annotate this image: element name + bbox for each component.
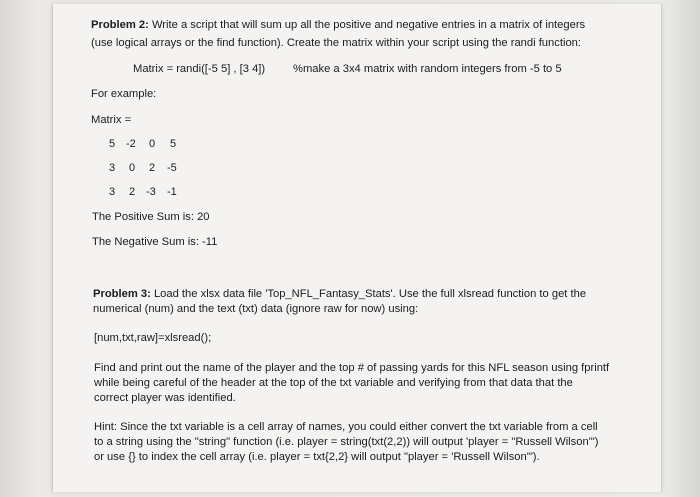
problem3-para-line2: while being careful of the header at the top of the txt variable and verifying from that data that the bbox=[94, 377, 573, 389]
problem2-code: Matrix = randi([-5 5] , [3 4]) bbox=[133, 63, 266, 75]
matrix-cell: 5 bbox=[109, 138, 116, 150]
matrix-cell: -5 bbox=[167, 162, 177, 174]
matrix-cell: 2 bbox=[129, 186, 136, 198]
matrix-cell: 2 bbox=[149, 162, 156, 174]
matrix-cell: -3 bbox=[146, 186, 156, 198]
hint-line2: to a string using the "string" function (i.e. player = string(txt(2,2)) will output 'player = "Russell Wilson"') bbox=[94, 436, 599, 448]
matrix-cell: 0 bbox=[149, 138, 156, 150]
problem3-code: [num,txt,raw]=xlsread(); bbox=[94, 332, 212, 344]
problem3-heading: Problem 3: bbox=[93, 288, 151, 300]
matrix-cell: -1 bbox=[167, 186, 177, 198]
problem3-line1 bbox=[93, 287, 586, 301]
problem2-text-1: Write a script that will sum up all the positive and negative entries in a matrix of integers bbox=[151, 19, 586, 31]
matrix-cell: -2 bbox=[126, 138, 136, 150]
positive-sum: The Positive Sum is: 20 bbox=[92, 211, 210, 223]
matrix-cell: 0 bbox=[129, 162, 136, 174]
hint-line3: or use {} to index the cell array (i.e. player = txt{2,2} will output "player = 'Russell Wilson'"). bbox=[94, 451, 540, 463]
problem2-line2: (use logical arrays or the find function). Create the matrix within your script using the randi function: bbox=[91, 37, 581, 49]
problem3-para-line1: Find and print out the name of the player and the top # of passing yards for this NFL season using fprintf bbox=[94, 362, 610, 374]
problem2-comment: %make a 3x4 matrix with random integers from -5 to 5 bbox=[293, 63, 562, 75]
negative-sum: The Negative Sum is: -11 bbox=[92, 236, 218, 248]
problem2-heading: Problem 2: bbox=[91, 19, 149, 31]
paper-sheet bbox=[52, 4, 662, 492]
matrix-label: Matrix = bbox=[91, 114, 132, 126]
hint-line1: Hint: Since the txt variable is a cell array of names, you could either convert the txt variable from a cell bbox=[94, 421, 598, 433]
problem3-para-line3: correct player was identified. bbox=[94, 392, 236, 404]
problem3-text-1: Load the xlsx data file 'Top_NFL_Fantasy_Stats'. Use the full xlsread function to get the bbox=[153, 288, 587, 300]
matrix-cell: 5 bbox=[170, 138, 177, 150]
matrix-cell: 3 bbox=[109, 186, 116, 198]
matrix-cell: 3 bbox=[109, 162, 116, 174]
problem2-line1 bbox=[91, 18, 585, 32]
example-label: For example: bbox=[91, 88, 157, 100]
problem3-line2: numerical (num) and the text (txt) data (ignore raw for now) using: bbox=[93, 303, 419, 315]
